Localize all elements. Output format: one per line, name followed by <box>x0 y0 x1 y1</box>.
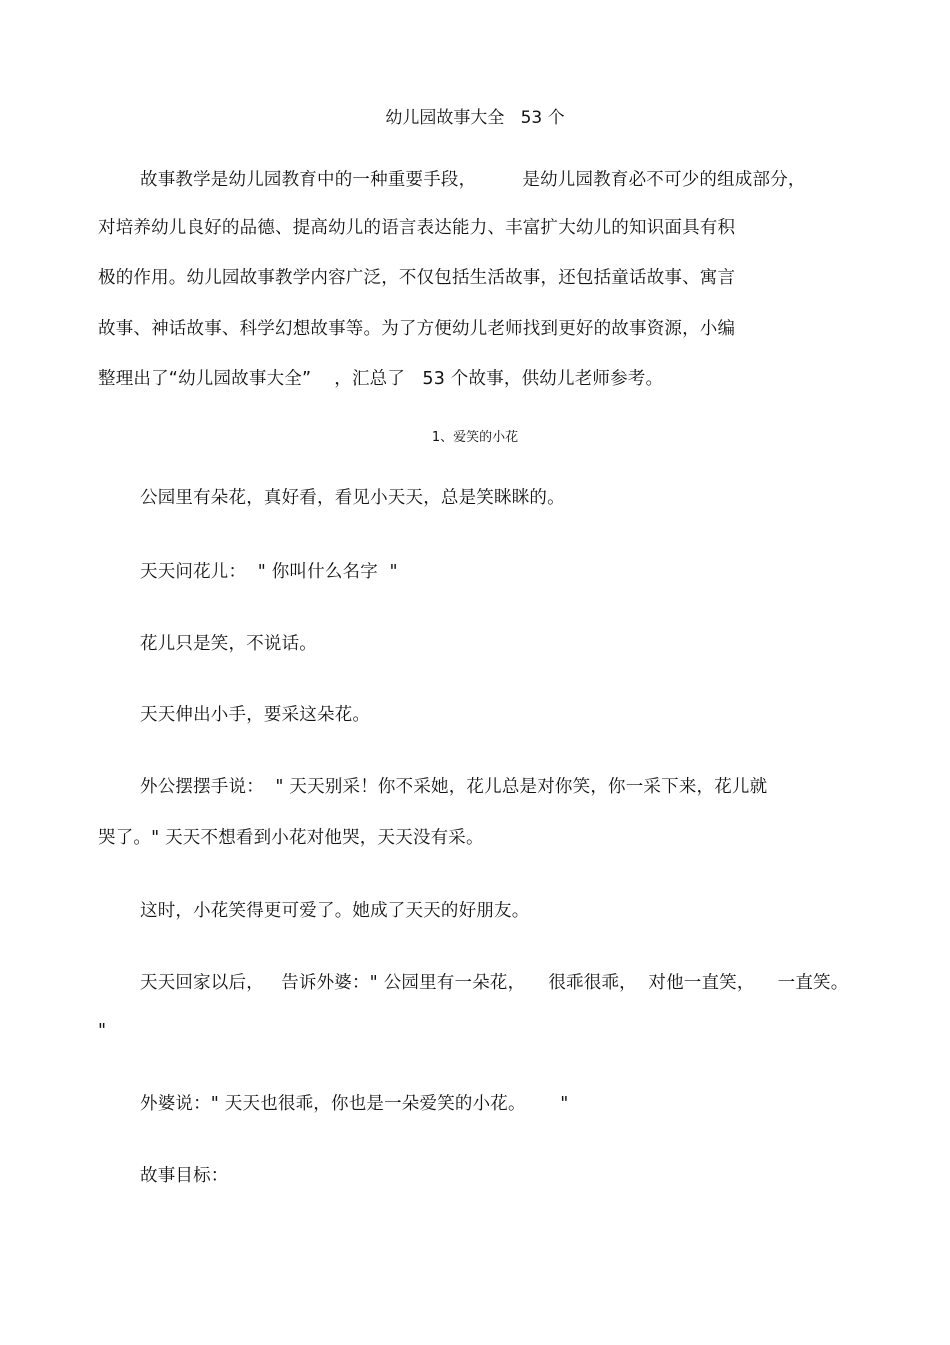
story-paragraph: 这时，小花笑得更可爱了。她成了天天的好朋友。 <box>140 901 530 921</box>
story-paragraph: 天天伸出小手，要采这朵花。 <box>140 705 371 725</box>
story-paragraph: 外婆说：" 天天也很乖，你也是一朵爱笑的小花。 " <box>140 1094 569 1114</box>
intro-line-4: 故事、神话故事、科学幻想故事等。为了方便幼儿老师找到更好的故事资源，小编 <box>98 319 736 339</box>
story-paragraph: 花儿只是笑，不说话。 <box>140 634 317 654</box>
story-paragraph: 外公摆摆手说： " 天天别采！你不采她，花儿总是对你笑，你一采下来，花儿就 <box>140 777 768 797</box>
story-paragraph: 天天问花儿： " 你叫什么名字 " <box>140 562 398 582</box>
intro-line-2: 对培养幼儿良好的品德、提高幼儿的语言表达能力、丰富扩大幼儿的知识面具有积 <box>98 218 736 238</box>
document-title: 幼儿园故事大全 53 个 <box>385 108 565 128</box>
story-paragraph-continued: " <box>98 1021 107 1041</box>
intro-line-5: 整理出了“幼儿园故事大全” ，汇总了 53 个故事，供幼儿老师参考。 <box>98 369 664 389</box>
story-paragraph: 天天回家以后， 告诉外婆：" 公园里有一朵花， 很乖很乖， 对他一直笑， 一直笑。 <box>140 973 849 993</box>
intro-line-3: 极的作用。幼儿园故事教学内容广泛，不仅包括生活故事，还包括童话故事、寓言 <box>98 268 736 288</box>
story-paragraph-continued: 哭了。" 天天不想看到小花对他哭，天天没有采。 <box>98 828 484 848</box>
intro-line-1: 故事教学是幼儿园教育中的一种重要手段， 是幼儿园教育必不可少的组成部分， <box>140 170 806 190</box>
section-label-story-goal: 故事目标： <box>140 1166 229 1186</box>
story-paragraph: 公园里有朵花，真好看，看见小天天，总是笑眯眯的。 <box>140 488 565 508</box>
story-heading: 1、爱笑的小花 <box>431 430 519 445</box>
